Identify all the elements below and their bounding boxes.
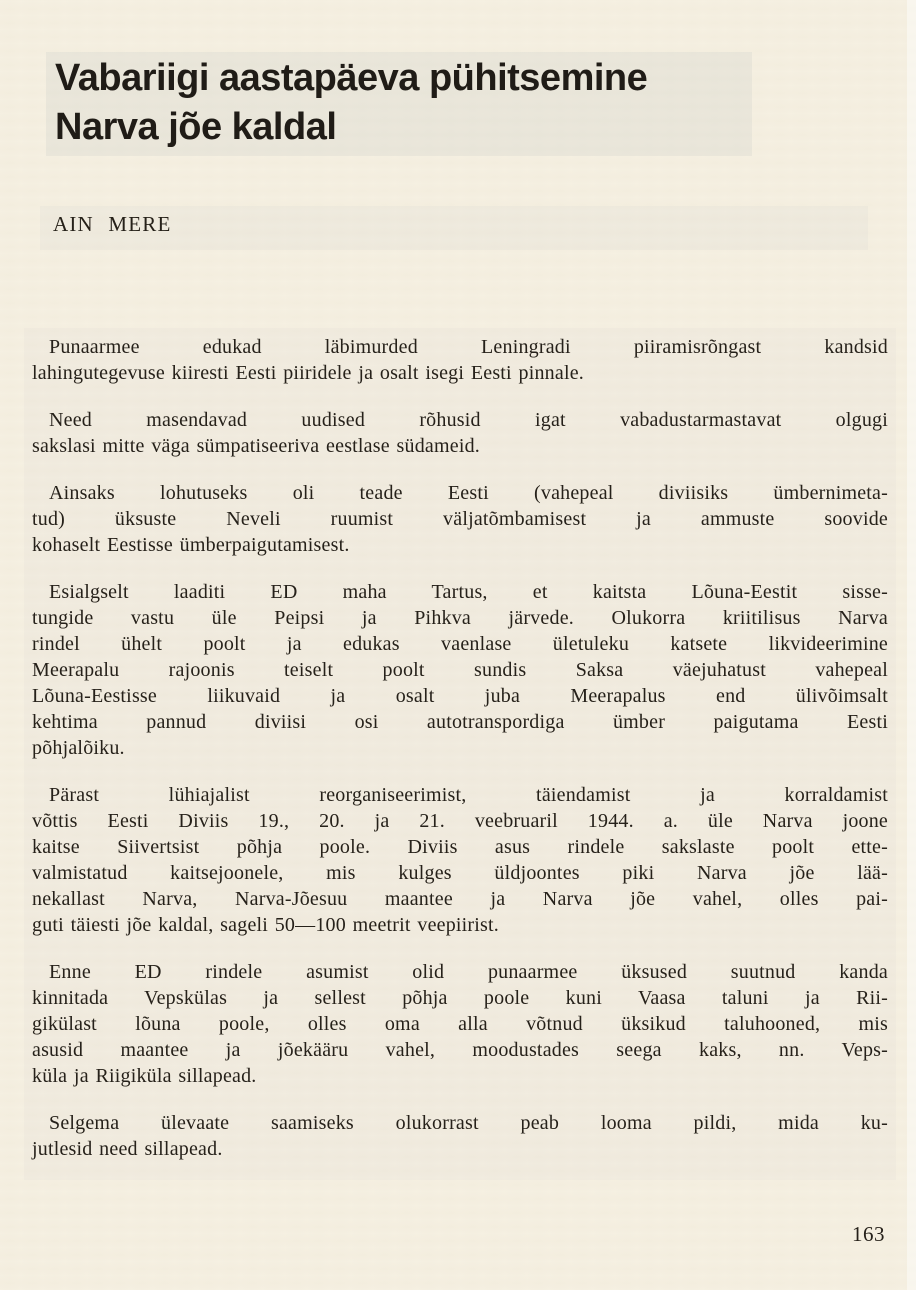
paragraph — [32, 959, 888, 1089]
text-line: Need masendavad uudised rõhusid igat vabadustarmastavat olgugi — [49, 409, 888, 431]
text-line: gikülast lõuna poole, olles oma alla võtnud üksikud taluhooned, mis — [32, 1013, 888, 1035]
text-line: Esialgselt laaditi ED maha Tartus, et kaitsta Lõuna-Eestit sisse- — [49, 581, 888, 603]
text-line: jutlesid need sillapead. — [32, 1138, 223, 1160]
paragraph — [32, 334, 888, 386]
text-line: nekallast Narva, Narva-Jõesuu maantee ja Narva jõe vahel, olles pai- — [32, 888, 888, 910]
article-title-line-1: Vabariigi aastapäeva pühitsemine — [55, 57, 648, 99]
article-title — [55, 54, 647, 152]
text-line: kinnitada Vepskülas ja sellest põhja poole kuni Vaasa taluni ja Rii- — [32, 987, 888, 1009]
text-line: võttis Eesti Diviis 19., 20. ja 21. veebruaril 1944. a. üle Narva joone — [32, 810, 888, 832]
text-line: rindel ühelt poolt ja edukas vaenlase ületuleku katsete likvideerimine — [32, 633, 888, 655]
text-line: Selgema ülevaate saamiseks olukorrast peab looma pildi, mida ku- — [49, 1112, 888, 1134]
paragraph — [32, 480, 888, 558]
text-line: Lõuna-Eestisse liikuvaid ja osalt juba Meerapalus end ülivõimsalt — [32, 685, 888, 707]
text-line: Pärast lühiajalist reorganiseerimist, täiendamist ja korraldamist — [49, 784, 888, 806]
text-line: lahingutegevuse kiiresti Eesti piiridele ja osalt isegi Eesti pinnale. — [32, 362, 584, 384]
paragraph — [32, 1110, 888, 1162]
text-line: valmistatud kaitsejoonele, mis kulges üldjoontes piki Narva jõe lää- — [32, 862, 888, 884]
page-number: 163 — [852, 1222, 885, 1246]
text-line: guti täiesti jõe kaldal, sageli 50—100 meetrit veepiirist. — [32, 914, 499, 936]
paragraph — [32, 407, 888, 459]
text-line: tungide vastu üle Peipsi ja Pihkva järvede. Olukorra kriitilisus Narva — [32, 607, 888, 629]
text-line: kaitse Siivertsist põhja poole. Diviis asus rindele sakslaste poolt ette- — [32, 836, 888, 858]
text-line: tud) üksuste Neveli ruumist väljatõmbamisest ja ammuste soovide — [32, 508, 888, 530]
article-title-line-2: Narva jõe kaldal — [55, 106, 337, 148]
paragraph — [32, 782, 888, 938]
text-line: Enne ED rindele asumist olid punaarmee üksused suutnud kanda — [49, 961, 888, 983]
scan-edge-highlight — [907, 0, 916, 1290]
text-line: Punaarmee edukad läbimurded Leningradi piiramisrõngast kandsid — [49, 336, 888, 358]
text-line: küla ja Riigiküla sillapead. — [32, 1065, 257, 1087]
text-line: asusid maantee ja jõekääru vahel, moodustades seega kaks, nn. Veps- — [32, 1039, 888, 1061]
text-line: kohaselt Eestisse ümberpaigutamisest. — [32, 534, 350, 556]
text-line: Ainsaks lohutuseks oli teade Eesti (vahepeal diviisiks ümbernimeta- — [49, 482, 888, 504]
text-line: põhjalõiku. — [32, 737, 125, 759]
text-line: sakslasi mitte väga sümpatiseeriva eestlase südameid. — [32, 435, 480, 457]
text-line: kehtima pannud diviisi osi autotranspordiga ümber paigutama Eesti — [32, 711, 888, 733]
text-line: Meerapalu rajoonis teiselt poolt sundis Saksa väejuhatust vahepeal — [32, 659, 888, 681]
article-body — [32, 334, 888, 1162]
author-name: AIN MERE — [53, 212, 172, 236]
paragraph — [32, 579, 888, 761]
